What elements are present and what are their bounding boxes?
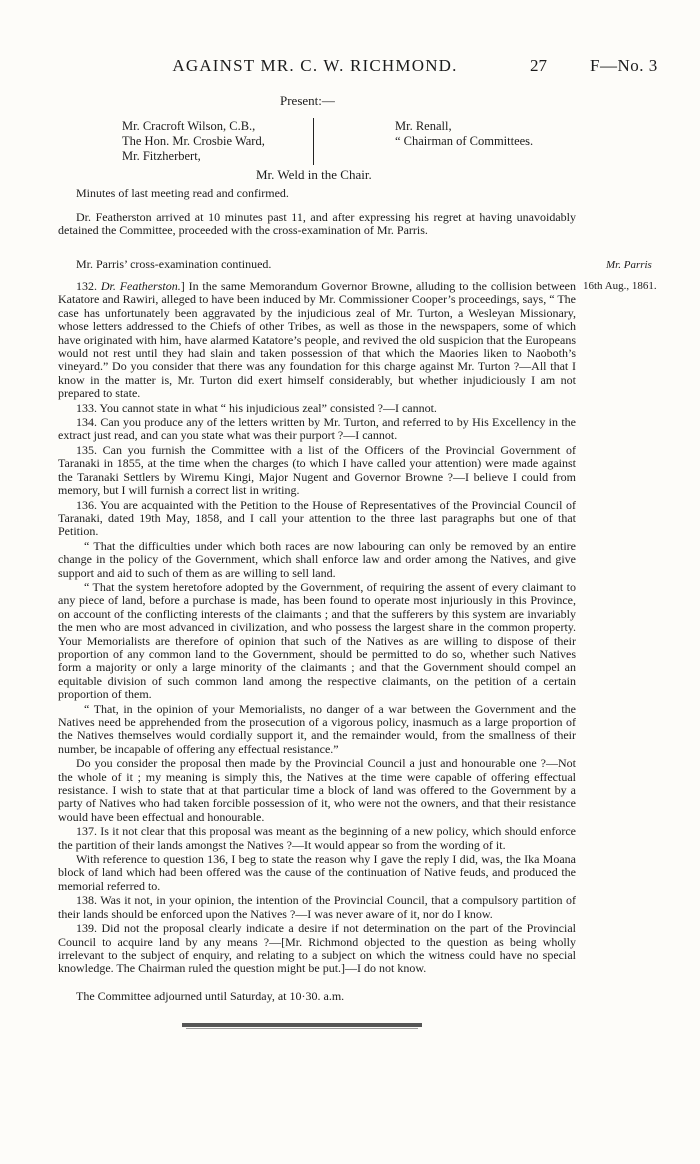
closing-rule bbox=[182, 1023, 422, 1027]
brace-divider bbox=[313, 118, 314, 165]
adjournment-block bbox=[58, 990, 576, 1003]
examination-body bbox=[58, 280, 576, 976]
member-name: The Hon. Mr. Crosbie Ward, bbox=[122, 134, 265, 148]
continued-block bbox=[58, 258, 576, 271]
question-137-addendum: With reference to question 136, I beg to state the reason why I gave the reply I did, was, the Ika Moana block of land which had been offered was the cause of the continuation of Native feuds, and produced the memorial referred to. bbox=[58, 852, 576, 893]
arrival-block bbox=[58, 211, 576, 238]
present-members-left bbox=[122, 119, 265, 164]
closing-rule-underline bbox=[186, 1028, 418, 1029]
petition-quote: “ That the difficulties under which both races are now labouring can only be removed by an entire change in the policy of the Government, which shall enforce law and order among the Natives, and give support and aid to such of them as are willing to sell land. bbox=[58, 538, 576, 580]
question-136: 136. You are acquainted with the Petition to the House of Representatives of the Provincial Council of Taranaki, dated 19th May, 1858, and I call your attention to the three last paragraphs but one of that Petition. bbox=[58, 497, 576, 539]
member-name: Mr. Renall, bbox=[395, 119, 452, 133]
running-header-title: AGAINST MR. C. W. RICHMOND. bbox=[172, 56, 458, 75]
petition-quote: “ That, in the opinion of your Memorialists, no danger of a war between the Government and the Natives need be apprehended from the prosecution of a vigorous policy, inasmuch as a large proportion of the Natives themselves would cordially support it, and the remainder would, from the smallness of their number, be incapable of offering any effectual resistance.” bbox=[58, 701, 576, 756]
question-137: 137. Is it not clear that this proposal was meant as the beginning of a new policy, which should enforce the partition of their lands amongst the Natives ?—It would appear so from the wording of it. bbox=[58, 824, 576, 852]
examiner-name: Dr. Featherston. bbox=[100, 279, 181, 293]
question-132: 132. Dr. Featherston.] In the same Memorandum Governor Browne, alluding to the collision between Katatore and Rawiri, alleged to have been induced by Mr. Commissioner Cooper’s proceedings, says, “ The case has unfortunately been aggravated by the injudicious zeal of Mr. Turton, a Wesleyan Missionary, whose letters addressed to the Chiefs of other Tribes, as well as those in the newspapers, some of which have originated with him, have alarmed Katatore’s people, and revived the old suspicion that the Europeans would not rest until they had slain and taken possession of that which the Maories liken to Naoboth’s vineyard.” Do you consider that there was any foundation for this charge against Mr. Turton ?—All that I know in the matter is, Mr. Turton did exert himself considerably, but whether injudiciously I am not prepared to state. bbox=[58, 279, 577, 401]
chair-line: Mr. Weld in the Chair. bbox=[256, 167, 372, 182]
present-members-right bbox=[395, 119, 533, 149]
member-name: Mr. Cracroft Wilson, C.B., bbox=[122, 119, 256, 133]
present-heading: Present:— bbox=[280, 93, 335, 108]
member-name: Mr. Fitzherbert, bbox=[122, 149, 201, 163]
margin-witness-name: Mr. Parris bbox=[606, 259, 652, 271]
paragraph: Dr. Featherston arrived at 10 minutes past 11, and after expressing his regret at having unavoidably detained the Committee, proceeded with the cross-examination of Mr. Parris. bbox=[58, 210, 576, 238]
question-135: 135. Can you furnish the Committee with a list of the Officers of the Provincial Government of Taranaki in 1855, at the time when the charges (to which I have called your attention) were made against the Taranaki Settlers by Wiremu Kingi, Major Nugent and Governor Browne ?—I believe I could from memory, but I will furnish a correct list in writing. bbox=[58, 442, 576, 498]
petition-quote: “ That the system heretofore adopted by the Government, of requiring the assent of every claimant to any piece of land, before a purchase is made, has been found to operate most injuriously in this Province, on account of the conflicting interests of the claimants ; and that the sufferers by this system are invariably the men who are most advanced in civilization, and who possess the largest share in the common property. Your Memorialists are therefore of opinion that such of the Natives as are willing to dispose of their proportion of any common land to the Government, should be permitted to do so, whether such Natives form a majority or only a large minority of the claimants ; and that the Government should compel an equitable division of such common land among the respective claimants, on the petition of a certain proportion of them. bbox=[58, 579, 576, 702]
page-number: 27 bbox=[530, 56, 547, 75]
question-133: 133. You cannot state in what “ his injudicious zeal” consisted ?—I cannot. bbox=[76, 400, 437, 415]
margin-date: 16th Aug., 1861. bbox=[583, 280, 657, 292]
paragraph: Mr. Parris’ cross-examination continued. bbox=[76, 257, 272, 271]
question-138: 138. Was it not, in your opinion, the intention of the Provincial Council, that a compulsory partition of their lands should be enforced upon the Natives ?—I was never aware of it, nor do I know. bbox=[58, 893, 576, 921]
question-139: 139. Did not the proposal clearly indicate a desire if not determination on the part of the Provincial Council to acquire land by any means ?—[Mr. Richmond objected to the question as being wholly irrelevant to the subject of enquiry, and relating to a subject on which the witness could have no special knowledge. The Chairman ruled the question might be put.]—I do not know. bbox=[58, 921, 576, 976]
paragraph: Minutes of last meeting read and confirmed. bbox=[76, 186, 289, 200]
minutes-block bbox=[58, 187, 576, 200]
question-134: 134. Can you produce any of the letters written by Mr. Turton, and referred to by His Excellency in the extract just read, and can you state what was their purport ?—I cannot. bbox=[58, 415, 576, 443]
member-name: “ Chairman of Committees. bbox=[395, 134, 534, 148]
question-136-answer: Do you consider the proposal then made by the Provincial Council a just and honourable one ?—Not the whole of it ; my meaning is simply this, the Natives at the time were capable of offering effectual resistance. I wish to state that at that particular time a block of land was offered to the Government by a party of Natives who had taken forcible possession of it, who were not the owners, and that their resistance would have been effectual and honourable. bbox=[58, 756, 576, 824]
paragraph: The Committee adjourned until Saturday, at 10·30. a.m. bbox=[76, 989, 345, 1003]
document-reference: F—No. 3 bbox=[590, 56, 658, 75]
